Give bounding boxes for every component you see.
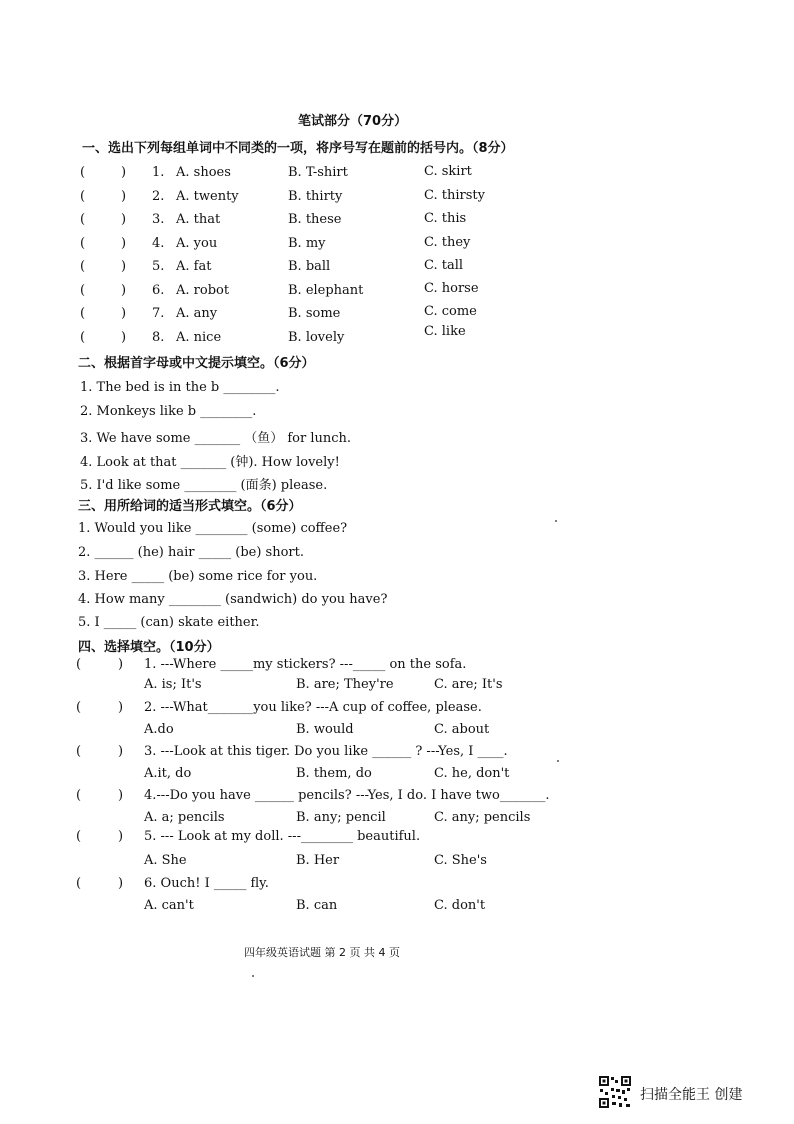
answer-paren-open: ( [76,744,82,759]
answer-paren-close: ) [121,212,127,227]
answer-paren-open: ( [76,657,82,672]
answer-paren-close: ) [118,788,124,803]
option-a: A. shoes [176,165,231,180]
word-form-line: 1. Would you like ________ (some) coffee? [78,521,348,536]
answer-paren-open: ( [76,876,82,891]
answer-paren-open: ( [80,236,86,251]
option-c: C. come [424,304,477,319]
item-number: 3. [152,212,165,227]
fill-blank-line: 5. I'd like some ________ (面条) please. [80,478,328,493]
page-title: 笔试部分（70分） [298,114,408,129]
item-number: 8. [152,330,165,345]
option-a: A.do [144,722,174,737]
option-b: B. thirty [288,189,343,204]
option-a: A. fat [176,259,212,274]
answer-paren-close: ) [121,236,127,251]
option-c: C. they [424,235,471,250]
option-a: A. a; pencils [144,810,225,825]
option-c: C. don't [434,898,486,913]
option-a: A. robot [176,283,230,298]
option-b: B. are; They're [296,677,394,692]
fill-blank-line: 1. The bed is in the b ________. [80,380,280,395]
option-a: A. you [176,236,218,251]
item-number: 7. [152,306,165,321]
item-number: 2. [152,189,165,204]
answer-paren-close: ) [118,744,124,759]
option-b: B. my [288,236,326,251]
option-b: B. elephant [288,283,364,298]
option-a: A. that [176,212,221,227]
option-c: C. tall [424,258,464,273]
page-footer: 四年级英语试题 第 2 页 共 4 页 [244,946,400,959]
answer-paren-close: ) [121,330,127,345]
option-b: B. T-shirt [288,165,348,180]
option-a: A. nice [176,330,222,345]
word-form-line: 3. Here _____ (be) some rice for you. [78,569,318,584]
section-3-heading: 三、用所给词的适当形式填空。（6分） [78,499,302,514]
answer-paren-close: ) [121,259,127,274]
question-text: 1. ---Where _____my stickers? ---_____ on the sofa. [144,657,467,672]
question-text: 3. ---Look at this tiger. Do you like ______ ? ---Yes, I ____. [144,744,508,759]
answer-paren-open: ( [80,259,86,274]
answer-paren-open: ( [76,829,82,844]
option-c: C. horse [424,281,479,296]
option-c: C. any; pencils [434,810,531,825]
answer-paren-open: ( [80,212,86,227]
section-1-heading: 一、选出下列每组单词中不同类的一项，将序号写在题前的括号内。（8分） [82,141,514,156]
option-b: B. any; pencil [296,810,386,825]
option-c: C. are; It's [434,677,503,692]
qr-code-icon [598,1075,632,1109]
option-b: B. lovely [288,330,345,345]
answer-paren-close: ) [118,829,124,844]
word-form-line: 4. How many ________ (sandwich) do you have? [78,592,388,607]
question-text: 6. Ouch! I _____ fly. [144,876,269,891]
word-form-line: 5. I _____ (can) skate either. [78,615,260,630]
scan-speck [252,975,254,977]
answer-paren-close: ) [121,283,127,298]
section-4-heading: 四、选择填空。（10分） [78,640,220,655]
fill-blank-line: 2. Monkeys like b ________. [80,404,257,419]
option-c: C. this [424,211,467,226]
item-number: 4. [152,236,165,251]
fill-blank-line: 4. Look at that _______ (钟). How lovely! [80,455,340,470]
item-number: 5. [152,259,165,274]
option-a: A. is; It's [144,677,202,692]
option-a: A. She [144,853,187,868]
scan-speck [555,520,557,522]
answer-paren-open: ( [80,306,86,321]
scanner-watermark-label: 扫描全能王 创建 [640,1087,743,1103]
option-c: C. about [434,722,490,737]
option-a: A. twenty [176,189,239,204]
answer-paren-open: ( [80,165,86,180]
option-b: B. can [296,898,338,913]
option-b: B. Her [296,853,340,868]
answer-paren-close: ) [121,189,127,204]
option-a: A.it, do [144,766,192,781]
answer-paren-close: ) [118,700,124,715]
option-c: C. thirsty [424,188,485,203]
option-c: C. like [424,324,466,339]
option-b: B. these [288,212,342,227]
section-2-heading: 二、根据首字母或中文提示填空。（6分） [78,356,315,371]
option-b: B. them, do [296,766,372,781]
option-b: B. would [296,722,354,737]
answer-paren-open: ( [76,788,82,803]
option-c: C. skirt [424,164,472,179]
scan-speck [557,760,559,762]
fill-blank-line: 3. We have some _______ （鱼） for lunch. [80,431,352,446]
answer-paren-close: ) [118,876,124,891]
option-a: A. any [176,306,218,321]
item-number: 1. [152,165,165,180]
item-number: 6. [152,283,165,298]
answer-paren-open: ( [80,283,86,298]
answer-paren-open: ( [80,330,86,345]
answer-paren-open: ( [80,189,86,204]
option-c: C. he, don't [434,766,510,781]
word-form-line: 2. ______ (he) hair _____ (be) short. [78,545,305,560]
option-c: C. She's [434,853,487,868]
answer-paren-close: ) [118,657,124,672]
question-text: 2. ---What_______you like? ---A cup of coffee, please. [144,700,482,715]
option-a: A. can't [144,898,194,913]
answer-paren-open: ( [76,700,82,715]
answer-paren-close: ) [121,306,127,321]
option-b: B. some [288,306,341,321]
answer-paren-close: ) [121,165,127,180]
option-b: B. ball [288,259,331,274]
question-text: 4.---Do you have ______ pencils? ---Yes, I do. I have two_______. [144,788,550,803]
question-text: 5. --- Look at my doll. ---________ beautiful. [144,829,421,844]
